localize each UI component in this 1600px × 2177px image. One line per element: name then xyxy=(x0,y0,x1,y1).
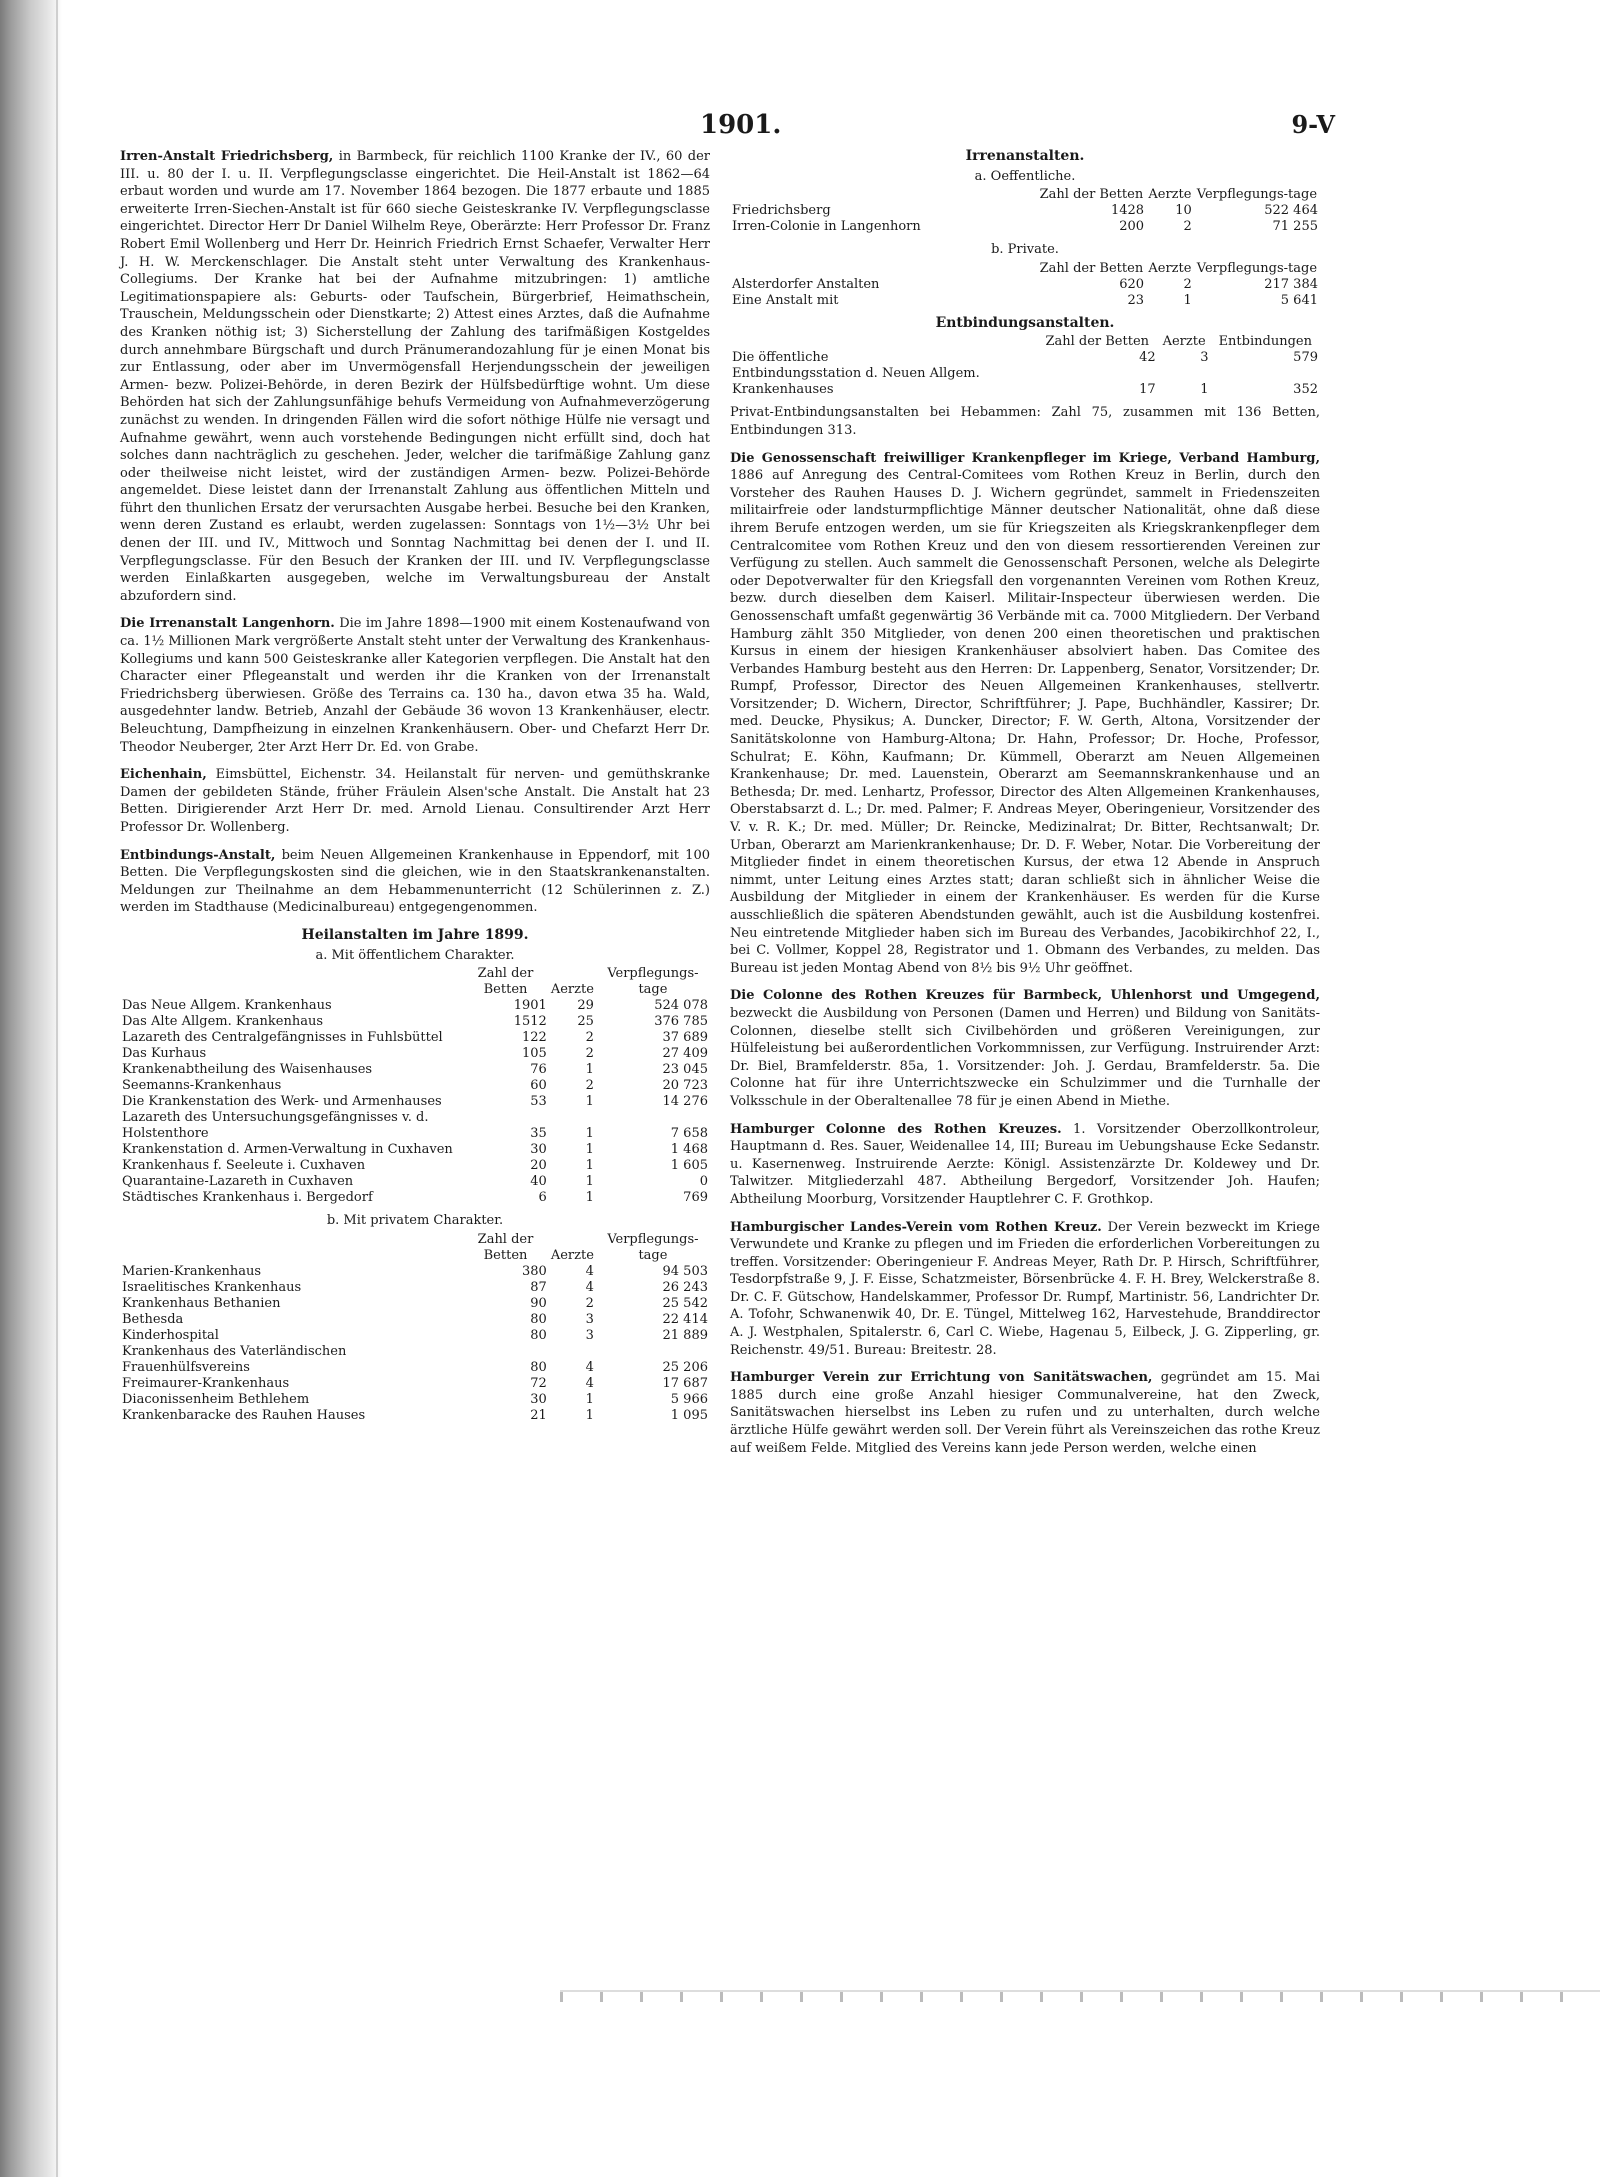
heilanstalten-b-subtitle: b. Mit privatem Charakter. xyxy=(326,1213,504,1229)
table-row xyxy=(120,1142,710,1158)
section-colonne-barmbeck xyxy=(730,987,1320,1110)
heilanstalten-private-table xyxy=(120,1232,710,1424)
cell-aerzte: 4 xyxy=(585,1279,594,1295)
cell-aerzte: 1 xyxy=(585,1407,594,1423)
table-row xyxy=(730,293,1320,309)
table-row xyxy=(120,1280,710,1296)
section-text: bezweckt die Ausbildung von Personen (Damen und Herren) und Bildung von Sanitäts-Colonnen, dieselbe stellt sich Civilbehörden und größeren Vereinigungen, zur Hülfeleistung bei außerordentlichen Vorkommnissen, zur Verfügung. Instruirender Arzt: Dr. Biel, Bramfelderstr. 85a, 1. Vorsitzender: Joh. J. Gerdau, Bramfelderstr. 5a. Die Colonne hat für ihre Unterrichtszwecke ein Schulzimmer und die Turnhalle der Volksschule in der Oberaltenallee 78 für je einen Abend in Miethe. xyxy=(730,1005,1320,1109)
cell-betten: 21 xyxy=(530,1407,547,1423)
cell-betten: 72 xyxy=(530,1375,547,1391)
section-text: Eimsbüttel, Eichenstr. 34. Heilanstalt für nerven- und gemüthskranke Damen der gebildeten Stände, früher Fräulein Alsen'sche Anstalt. Die Anstalt hat 23 Betten. Dirigierender Arzt Herr Dr. med. Arnold Lienau. Consultirender Arzt Herr Professor Dr. Wollenberg. xyxy=(120,767,710,835)
cell-tage: 5 966 xyxy=(670,1391,708,1407)
document-page xyxy=(120,110,1335,1990)
col-header-aerzte: Aerzte xyxy=(1148,260,1192,276)
col-header-aerzte: Aerzte xyxy=(550,982,594,998)
cell-tage: 1 095 xyxy=(670,1407,708,1423)
cell-name: Lazareth des Centralgefängnisses in Fuhlsbüttel xyxy=(122,1030,443,1046)
cell-aerzte: 10 xyxy=(1175,203,1192,219)
scan-fold-line xyxy=(56,0,58,2177)
cell-aerzte: 4 xyxy=(585,1375,594,1391)
cell-aerzte: 3 xyxy=(585,1327,594,1343)
cell-name: Entbindungsstation d. Neuen Allgem. Krankenhauses xyxy=(732,366,980,398)
cell-tage: 26 243 xyxy=(662,1279,708,1295)
heilanstalten-a-subtitle: a. Mit öffentlichem Charakter. xyxy=(315,947,515,963)
table-row xyxy=(120,1174,710,1190)
table-row xyxy=(730,366,1320,398)
cell-tage: 94 503 xyxy=(662,1263,708,1279)
col-header-aerzte: Aerzte xyxy=(1148,187,1192,203)
cell-betten: 17 xyxy=(1139,382,1156,398)
cell-name: Marien-Krankenhaus xyxy=(122,1263,262,1279)
col-header-tage: Verpflegungs-tage xyxy=(607,1231,699,1263)
col-header-betten: Zahl der Betten xyxy=(477,1231,534,1263)
cell-name: Irren-Colonie in Langenhorn xyxy=(732,219,921,235)
table-row xyxy=(120,1328,710,1344)
cell-aerzte: 2 xyxy=(585,1030,594,1046)
cell-name: Städtisches Krankenhaus i. Bergedorf xyxy=(122,1190,373,1206)
col-header-tage: Verpflegungs-tage xyxy=(607,966,699,998)
col-header-betten: Zahl der Betten xyxy=(1039,260,1144,276)
cell-tage: 522 464 xyxy=(1264,203,1318,219)
cell-betten: 90 xyxy=(530,1295,547,1311)
table-row xyxy=(730,219,1320,235)
cell-name: Seemanns-Krankenhaus xyxy=(122,1078,282,1094)
col-header-tage: Verpflegungs-tage xyxy=(1196,260,1318,276)
cell-betten: 20 xyxy=(530,1158,547,1174)
cell-betten: 80 xyxy=(530,1327,547,1343)
cell-betten: 80 xyxy=(530,1359,547,1375)
table-row xyxy=(120,1264,710,1280)
cell-name: Eine Anstalt mit xyxy=(732,292,839,308)
entbindung-note: Privat-Entbindungsanstalten bei Hebammen: Zahl 75, zusammen mit 136 Betten, Entbindungen 313. xyxy=(730,405,1320,438)
cell-betten: 87 xyxy=(530,1279,547,1295)
table-row xyxy=(120,1110,710,1142)
cell-entb: 579 xyxy=(1293,350,1318,366)
cell-aerzte: 1 xyxy=(1183,292,1192,308)
cell-name: Diaconissenheim Bethlehem xyxy=(122,1391,310,1407)
cell-aerzte: 1 xyxy=(585,1174,594,1190)
cell-tage: 769 xyxy=(683,1190,708,1206)
entbindungsanstalten-title: Entbindungsanstalten. xyxy=(935,314,1115,331)
cell-name: Die Krankenstation des Werk- und Armenhauses xyxy=(122,1094,442,1110)
section-title: Irren-Anstalt Friedrichsberg, xyxy=(120,149,334,164)
cell-betten: 380 xyxy=(522,1263,547,1279)
table-row xyxy=(120,1392,710,1408)
cell-betten: 1901 xyxy=(513,998,547,1014)
cell-name: Krankenhaus Bethanien xyxy=(122,1295,281,1311)
right-column xyxy=(730,148,1320,1467)
table-row xyxy=(120,1344,710,1376)
header-year: 1901. xyxy=(700,110,782,140)
table-row xyxy=(120,1030,710,1046)
cell-tage: 22 414 xyxy=(662,1311,708,1327)
cell-betten: 80 xyxy=(530,1311,547,1327)
cell-aerzte: 1 xyxy=(585,1094,594,1110)
table-row xyxy=(730,350,1320,366)
cell-tage: 25 542 xyxy=(662,1295,708,1311)
cell-name: Krankenhaus des Vaterländischen Frauenhülfsvereins xyxy=(122,1343,347,1375)
cell-tage: 20 723 xyxy=(662,1078,708,1094)
table-row xyxy=(120,1296,710,1312)
section-langenhorn xyxy=(120,615,710,756)
section-text: beim Neuen Allgemeinen Krankenhause in Eppendorf, mit 100 Betten. Die Verpflegungskosten sind die gleichen, wie in den Staatskrankenanstalten. Meldungen zur Theilnahme an dem Hebammenunterricht (12 Schülerinnen z. Z.) werden im Stadthause (Medicinalbureau) entgegengenommen. xyxy=(120,847,710,916)
section-text: 1886 auf Anregung des Central-Comitees vom Rothen Kreuz in Berlin, durch den Vorsteher des Rauhen Hauses D. J. Wichern gegründet, sammelt in Friedenszeiten militairfreie oder landsturmpflichtige Männer deutscher Nationalität, ohne daß diese ihrem Berufe entzogen werden, um sie für Kriegszeiten als Kriegskrankenpfleger dem Centralcomitee vom Rothen Kreuz und den von diesem ressortierenden Vereinen zur Verfügung zu stellen. Auch sammelt die Genossenschaft Personen, welche als Delegirte oder Depotverwalter für den Kriegsfall den vorgenannten Vereinen vom Rothen Kreuz, bezw. durch dieselben dem Kaiserl. Militair-Inspecteur überwiesen werden. Die Genossenschaft umfaßt gegenwärtig 36 Verbände mit ca. 7000 Mitgliedern. Der Verband Hamburg zählt 350 Mitglieder, von denen 200 einen theoretischen und praktischen Kursus in einem der hiesigen Krankenhäuser absolviert haben. Das Comitee des Verbandes Hamburg besteht aus den Herren: Dr. Lappenberg, Senator, Vorsitzender; Dr. Rumpf, Professor, Director des Neuen Allgemeinen Krankenhauses, stellvertr. Vorsitzender; D. Wichern, Director, Schriftführer; J. Pape, Buchhändler, Kassirer; Dr. med. Deucke, Physikus; A. Duncker, Director; F. W. Gerth, Altona, Vorsitzender der Sanitätskolonne von Hamburg-Altona; Dr. Hahn, Professor; Dr. Hoche, Professor, Schulrat; E. Köhn, Kaufmann; Dr. Kümmell, Oberarzt am Neuen Allgemeinen Krankenhause; Dr. med. Lauenstein, Oberarzt am Seemannskrankenhause und an Bethesda; Dr. med. Lenhartz, Professor, Director des Alten Allgemeinen Krankenhauses, Oberstabsarzt d. L.; Dr. med. Palmer; F. Andreas Meyer, Oberingenieur, Vorsitzender des V. v. R. K.; Dr. med. Müller; Dr. Reincke, Medizinalrat; Dr. Bitter, Rechtsanwalt; Dr. Urban, Oberarzt am Marienkrankenhause; Dr. D. F. Weber, Notar. Die Vorbereitung der Mitglieder findet in einem theoretischen Kursus, der etwa 12 Abende in Anspruch nimmt, unter Leitung eines Arztes statt; daran schließt sich in ähnlicher Weise die Ausbildung der Mitglieder in einem der Krankenhäuser. Es werden für die Kurse ausschließlich die späteren Abendstunden gewählt, auch ist die Ausbildung kostenfrei. Neu eintretende Mitglieder haben sich im Bureau des Verbandes, Jacobikirchhof 22, I., bei C. Vollmer, Koppel 28, Registrator und 1. Obmann des Verbandes, zu melden. Das Bureau ist jeden Montag Abend von 8½ bis 9½ Uhr geöffnet. xyxy=(730,468,1320,976)
col-header-tage: Verpflegungs-tage xyxy=(1196,187,1318,203)
cell-tage: 37 689 xyxy=(662,1030,708,1046)
section-text: Die im Jahre 1898—1900 mit einem Kostenaufwand von ca. 1½ Millionen Mark vergrößerte Anstalt steht unter der Verwaltung des Krankenhaus-Kollegiums und kann 500 Geisteskranke aller Kategorien verpflegen. Die Anstalt hat den Character einer Pflegeanstalt und werden ihr die Kranken von der Irrenanstalt Friedrichsberg überwiesen. Größe des Terrains ca. 130 ha., davon etwa 35 ha. Wald, ausgedehnter landw. Betrieb, Anzahl der Gebäude 36 wovon 13 Krankenhäuser, electr. Beleuchtung, Dampfheizung in einzelnen Krankenhäusern. Ober- und Chefarzt Herr Dr. Theodor Neuberger, 2ter Arzt Herr Dr. Ed. von Grabe. xyxy=(120,616,710,755)
cell-aerzte: 1 xyxy=(585,1190,594,1206)
cell-betten: 6 xyxy=(538,1190,547,1206)
irrenanstalten-public-table xyxy=(730,187,1320,235)
section-sanitaetswachen xyxy=(730,1369,1320,1457)
cell-name: Das Alte Allgem. Krankenhaus xyxy=(122,1014,324,1030)
cell-tage: 27 409 xyxy=(662,1046,708,1062)
scan-margin xyxy=(0,0,62,2177)
col-header-entbindungen: Entbindungen xyxy=(1218,334,1312,350)
section-eichenhain xyxy=(120,766,710,836)
table-row xyxy=(120,1078,710,1094)
table-row xyxy=(120,1376,710,1392)
irren-a-subtitle: a. Oeffentliche. xyxy=(974,168,1076,184)
cell-aerzte: 1 xyxy=(585,1062,594,1078)
cell-betten: 1512 xyxy=(513,1014,547,1030)
table-row xyxy=(120,1190,710,1206)
entbindungsanstalten-table xyxy=(730,334,1320,398)
cell-tage: 25 206 xyxy=(662,1359,708,1375)
cell-tage: 14 276 xyxy=(662,1094,708,1110)
cell-tage: 1 605 xyxy=(670,1158,708,1174)
cell-betten: 35 xyxy=(530,1126,547,1142)
col-header-aerzte: Aerzte xyxy=(1162,334,1206,350)
cell-aerzte: 4 xyxy=(585,1263,594,1279)
section-title: Die Irrenanstalt Langenhorn. xyxy=(120,616,335,632)
irren-b-subtitle: b. Private. xyxy=(991,242,1059,258)
cell-name: Freimaurer-Krankenhaus xyxy=(122,1375,290,1391)
cell-tage: 71 255 xyxy=(1272,219,1318,235)
section-title: Die Colonne des Rothen Kreuzes für Barmbeck, Uhlenhorst und Umgegend, xyxy=(730,988,1320,1004)
section-text: Der Verein bezweckt im Kriege Verwundete und Kranke zu pflegen und im Frieden die erforderlichen Vorbereitungen zu treffen. Vorsitzender: Oberingenieur F. Andreas Meyer, Rath Dr. P. Hirsch, Schriftführer, Tesdorpfstraße 9, J. F. Eisse, Schatzmeister, Börsenbrücke 4. F. H. Brey, Welckerstraße 8. Dr. C. F. Gütschow, Handelskammer, Professor Dr. Rumpf, Martinistr. 56, Landrichter Dr. A. Tofohr, Schwanenwik 40, Dr. E. Tüngel, Mittelweg 162, Harvestehude, Branddirector A. J. Westphalen, Spitalerstr. 6, Carl C. Wiebe, Hagenau 5, Eilbeck, J. G. Zipperling, gr. Reichenstr. 49/51. Bureau: Breitestr. 28. xyxy=(730,1219,1321,1358)
cell-aerzte: 3 xyxy=(585,1311,594,1327)
cell-name: Lazareth des Untersuchungsgefängnisses v. d. Holstenthore xyxy=(122,1110,429,1142)
cell-betten: 1428 xyxy=(1110,203,1145,219)
cell-aerzte: 1 xyxy=(585,1126,594,1142)
cell-name: Israelitisches Krankenhaus xyxy=(122,1279,302,1295)
table-row xyxy=(120,1312,710,1328)
section-landesverein xyxy=(730,1219,1320,1360)
cell-tage: 376 785 xyxy=(654,1014,708,1030)
table-row xyxy=(120,1062,710,1078)
section-genossenschaft xyxy=(730,450,1320,978)
cell-betten: 620 xyxy=(1119,276,1145,292)
cell-aerzte: 1 xyxy=(585,1391,594,1407)
cell-betten: 60 xyxy=(530,1078,547,1094)
cell-aerzte: 2 xyxy=(585,1295,594,1311)
irrenanstalten-title: Irrenanstalten. xyxy=(965,148,1085,164)
cell-tage: 1 468 xyxy=(670,1142,708,1158)
cell-name: Das Neue Allgem. Krankenhaus xyxy=(122,998,332,1014)
cell-tage: 5 641 xyxy=(1280,292,1318,308)
cell-name: Das Kurhaus xyxy=(122,1046,207,1062)
cell-aerzte: 2 xyxy=(585,1078,594,1094)
cell-betten: 76 xyxy=(530,1062,547,1078)
section-title: Eichenhain, xyxy=(120,767,207,783)
cell-aerzte: 29 xyxy=(577,998,594,1014)
cell-entb: 352 xyxy=(1293,382,1318,398)
cell-tage: 17 687 xyxy=(662,1375,708,1391)
cell-name: Krankenhaus f. Seeleute i. Cuxhaven xyxy=(122,1158,366,1174)
section-text: gegründet am 15. Mai 1885 durch eine große Anzahl hiesiger Communalvereine, hat den Zweck, Sanitätswachen hierselbst ins Leben zu rufen und zu unterhalten, durch welche ärztliche Hülfe gewährt werden soll. Der Verein führt als Vereinszeichen das rothe Kreuz auf weißem Felde. Mitglied des Vereins kann jede Person werden, welche einen xyxy=(730,1370,1320,1456)
section-title: Hamburgischer Landes-Verein vom Rothen Kreuz. xyxy=(730,1219,1102,1235)
scan-bottom-ticks xyxy=(560,1992,1600,2002)
cell-tage: 0 xyxy=(699,1174,708,1190)
cell-aerzte: 2 xyxy=(585,1046,594,1062)
cell-betten: 30 xyxy=(530,1142,547,1158)
cell-tage: 7 658 xyxy=(670,1126,708,1142)
cell-tage: 524 078 xyxy=(654,998,708,1014)
cell-name: Kinderhospital xyxy=(122,1327,219,1343)
section-text: in Barmbeck, für reichlich 1100 Kranke der IV., 60 der III. u. 80 der I. u. II. Verpflegungsclasse eingerichtet. Die Heil-Anstalt ist 1862—64 erbaut worden und wurde am 17. November 1864 bezogen. Die 1877 erbaute und 1885 erweiterte Irren-Siechen-Anstalt ist für 660 sieche Geisteskranke IV. Verpflegungsclasse eingerichtet. Director Herr Dr Daniel Wilhelm Reye, Oberärzte: Herr Professor Dr. Franz Robert Emil Wollenberg und Herr Dr. Heinrich Friedrich Ernst Schaefer, Verwalter Herr J. H. W. Merckenschlager. Die Anstalt steht unter Verwaltung des Krankenhaus-Collegiums. Der Kranke hat bei der Aufnahme mitzubringen: 1) amtliche Legitimationspapiere als: Geburts- oder Taufschein, Bürgerbrief, Heimathschein, Trauschein, Meldungsschein oder Dienstkarte; 2) Attest eines Arztes, daß die Aufnahme des Kranken nöthig ist; 3) Sicherstellung der Zahlung des tarifmäßigen Kostgeldes durch annehmbare Bürgschaft und durch Pränumerandozahlung für je einen Monat bis zur Entlassung, oder aber im Unvermögensfall Herjendungsschein der jeweiligen Armen- bezw. Polizei-Behörde, in deren Bezirk der Hülfsbedürftige wohnt. Um diese Behörden hat sich der Zahlungsunfähige behufs Vermeidung von Aufnahmeverzögerung zunächst zu wenden. In dringenden Fällen wird die sofort nöthige Hülfe nie versagt und Aufnahme gewährt, wenn auch vorstehende Bedingungen nicht erfüllt sind, doch hat solches dann nachträglich zu geschehen. Jeder, welcher die tarifmäßige Zahlung ganz oder theilweise nicht leistet, wird der zuständigen Armen- bezw. Polizei-Behörde angemeldet. Diese leistet dann der Irrenanstalt Zahlung aus öffentlichen Mitteln und führt den thunlichen Ersatz der verursachten Ausgabe herbei. Besuche bei den Kranken, wenn deren Zustand es erlaubt, werden zugelassen: Sonntags von 1½—3½ Uhr bei denen der III. und IV., Mittwoch und Sonntag Nachmittag bei denen der I. und II. Verpflegungsclasse. Für den Besuch der Kranken der III. und IV. Verpflegungsclasse werden Einlaßkarten ausgegeben, welche im Verwaltungsbureau der Anstalt abzufordern sind. xyxy=(120,149,710,604)
cell-name: Krankenbaracke des Rauhen Hauses xyxy=(122,1407,366,1423)
cell-name: Krankenabtheilung des Waisenhauses xyxy=(122,1062,373,1078)
cell-aerzte: 3 xyxy=(1200,350,1209,366)
cell-name: Bethesda xyxy=(122,1311,184,1327)
section-title: Hamburger Verein zur Errichtung von Sanitätswachen, xyxy=(730,1370,1153,1386)
table-row xyxy=(120,1158,710,1174)
table-row xyxy=(120,1046,710,1062)
cell-tage: 217 384 xyxy=(1264,276,1318,292)
irrenanstalten-private-table xyxy=(730,261,1320,309)
heilanstalten-public-table xyxy=(120,966,710,1206)
col-header-betten: Zahl der Betten xyxy=(477,966,534,998)
header-page-marker: 9-V xyxy=(1291,110,1335,139)
cell-betten: 122 xyxy=(522,1030,547,1046)
section-irren-friedrichsberg xyxy=(120,148,710,605)
cell-name: Krankenstation d. Armen-Verwaltung in Cuxhaven xyxy=(122,1142,453,1158)
cell-name: Die öffentliche xyxy=(732,350,829,366)
table-row xyxy=(120,998,710,1014)
cell-aerzte: 1 xyxy=(1200,382,1209,398)
section-text: 1. Vorsitzender Oberzollkontroleur, Hauptmann d. Res. Sauer, Weidenallee 14, III; Bureau im Uebungshause Ecke Sedanstr. u. Kasernenweg. Instruirende Aerzte: Königl. Assistenzärzte Dr. Koldewey und Dr. Talwitzer. Mitgliederzahl 487. Abtheilung Bergedorf, Vorsitzender Joh. Haufen; Abtheilung Moorburg, Vorsitzender Hauptlehrer C. F. Grothkop. xyxy=(730,1121,1321,1207)
col-header-betten: Zahl der Betten xyxy=(1039,187,1144,203)
table-row xyxy=(730,203,1320,219)
col-header-betten: Zahl der Betten xyxy=(1045,334,1150,350)
cell-aerzte: 1 xyxy=(585,1142,594,1158)
cell-aerzte: 2 xyxy=(1183,219,1192,235)
table-row xyxy=(120,1014,710,1030)
table-row xyxy=(120,1408,710,1424)
cell-name: Quarantaine-Lazareth in Cuxhaven xyxy=(122,1174,354,1190)
cell-betten: 200 xyxy=(1119,219,1145,235)
table-row xyxy=(120,1094,710,1110)
cell-aerzte: 25 xyxy=(577,1014,594,1030)
section-hamburger-colonne xyxy=(730,1121,1320,1209)
col-header-aerzte: Aerzte xyxy=(550,1247,594,1263)
heilanstalten-title: Heilanstalten im Jahre 1899. xyxy=(301,926,529,943)
cell-betten: 40 xyxy=(530,1174,547,1190)
cell-betten: 30 xyxy=(530,1391,547,1407)
cell-betten: 105 xyxy=(522,1046,547,1062)
cell-betten: 23 xyxy=(1127,292,1145,308)
cell-aerzte: 1 xyxy=(585,1158,594,1174)
section-title: Hamburger Colonne des Rothen Kreuzes. xyxy=(730,1121,1062,1137)
cell-tage: 23 045 xyxy=(662,1062,708,1078)
cell-betten: 42 xyxy=(1139,350,1156,366)
section-title: Entbindungs-Anstalt, xyxy=(120,847,276,863)
cell-name: Friedrichsberg xyxy=(732,203,831,219)
table-row xyxy=(730,277,1320,293)
left-column xyxy=(120,148,710,1430)
cell-name: Alsterdorfer Anstalten xyxy=(732,276,880,292)
section-entbindung xyxy=(120,847,710,917)
section-title: Die Genossenschaft freiwilliger Krankenpfleger im Kriege, Verband Hamburg, xyxy=(730,450,1320,466)
cell-betten: 53 xyxy=(530,1094,547,1110)
cell-aerzte: 2 xyxy=(1183,276,1192,292)
cell-aerzte: 4 xyxy=(585,1359,594,1375)
cell-tage: 21 889 xyxy=(662,1327,708,1343)
